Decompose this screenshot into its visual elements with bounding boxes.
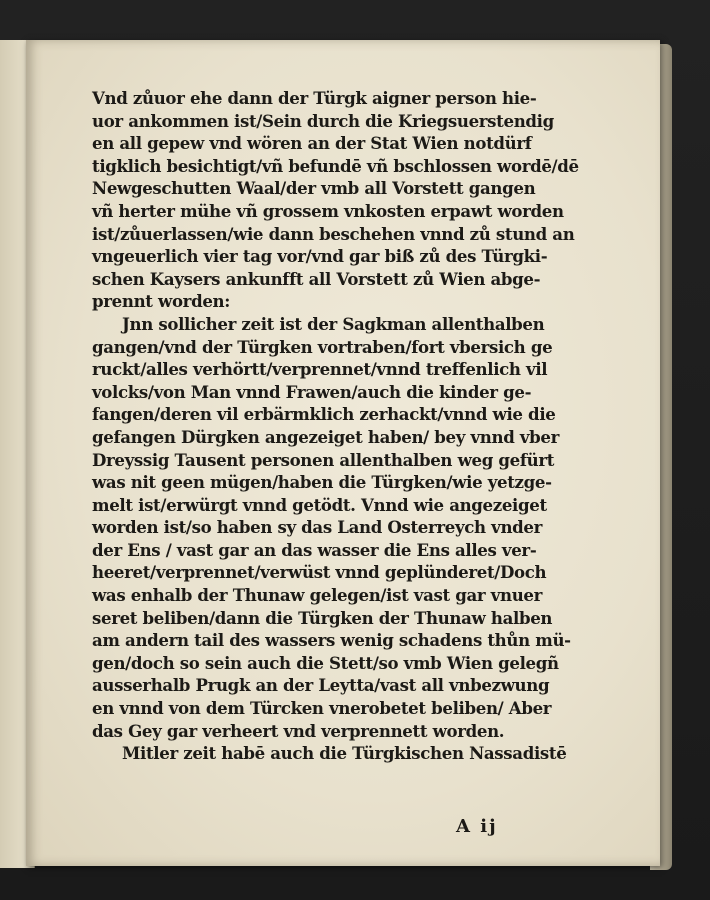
text-line: tigklich besichtigt/vñ befundē vñ bschlossen wordē/dē — [92, 155, 579, 176]
text-line: gangen/vnd der Türgken vortraben/fort vbersich ge — [92, 336, 553, 357]
text-line: volcks/von Man vnnd Frawen/auch die kinder ge- — [92, 381, 532, 402]
text-line: gen/doch so sein auch die Stett/so vmb Wien gelegñ — [92, 652, 559, 673]
text-line: seret beliben/dann die Türgken der Thunaw halben — [92, 607, 553, 628]
page-text — [92, 87, 579, 765]
text-line: am andern tail des wassers wenig schadens thůn mü- — [92, 630, 571, 651]
paragraph-start-line: Mitler zeit habē auch die Türgkischen Nassadistē — [122, 743, 567, 764]
paragraph-start-line: Jnn sollicher zeit ist der Sagkman allenthalben — [122, 313, 545, 334]
text-line: was nit geen mügen/haben die Türgken/wie yetzge- — [92, 472, 552, 493]
text-line: Newgeschutten Waal/der vmb all Vorstett gangen — [92, 178, 536, 199]
text-line: worden ist/so haben sy das Land Osterreych vnder — [92, 517, 543, 538]
text-line: fangen/deren vil erbärmklich zerhackt/vnnd wie die — [92, 404, 556, 425]
text-line: prennt worden: — [92, 291, 231, 312]
text-line: en all gepew vnd wören an der Stat Wien notdürf — [92, 133, 532, 154]
text-line: schen Kaysers ankunfft all Vorstett zů Wien abge- — [92, 268, 541, 289]
text-line: melt ist/erwürgt vnnd getödt. Vnnd wie angezeiget — [92, 494, 547, 515]
text-line: vñ herter mühe vñ grossem vnkosten erpawt worden — [92, 200, 564, 221]
text-line: en vnnd von dem Türcken vnerobetet beliben/ Aber — [92, 698, 552, 719]
text-line: Vnd zůuor ehe dann der Türgk aigner person hie- — [92, 88, 537, 108]
text-line: ruckt/alles verhörtt/verprennet/vnnd treffenlich vil — [92, 359, 548, 380]
text-line: uor ankommen ist/Sein durch die Kriegsuerstendig — [92, 110, 554, 131]
text-line: ist/zůuerlassen/wie dann beschehen vnnd zů stund an — [92, 223, 575, 244]
text-line: gefangen Dürgken angezeiget haben/ bey vnnd vber — [92, 426, 560, 447]
text-line: heeret/verprennet/verwüst vnnd geplünderet/Doch — [92, 562, 547, 583]
signature-mark: A ij — [456, 816, 498, 837]
text-line: das Gey gar verheert vnd verprennett worden. — [92, 720, 505, 741]
text-line: ausserhalb Prugk an der Leytta/vast all vnbezwung — [92, 675, 550, 696]
text-line: der Ens / vast gar an das wasser die Ens alles ver- — [92, 539, 537, 560]
text-line: Dreyssig Tausent personen allenthalben weg gefürt — [92, 449, 555, 470]
text-line: vngeuerlich vier tag vor/vnd gar biß zů des Türgki- — [92, 246, 548, 267]
text-line: was enhalb der Thunaw gelegen/ist vast gar vnuer — [92, 585, 543, 606]
